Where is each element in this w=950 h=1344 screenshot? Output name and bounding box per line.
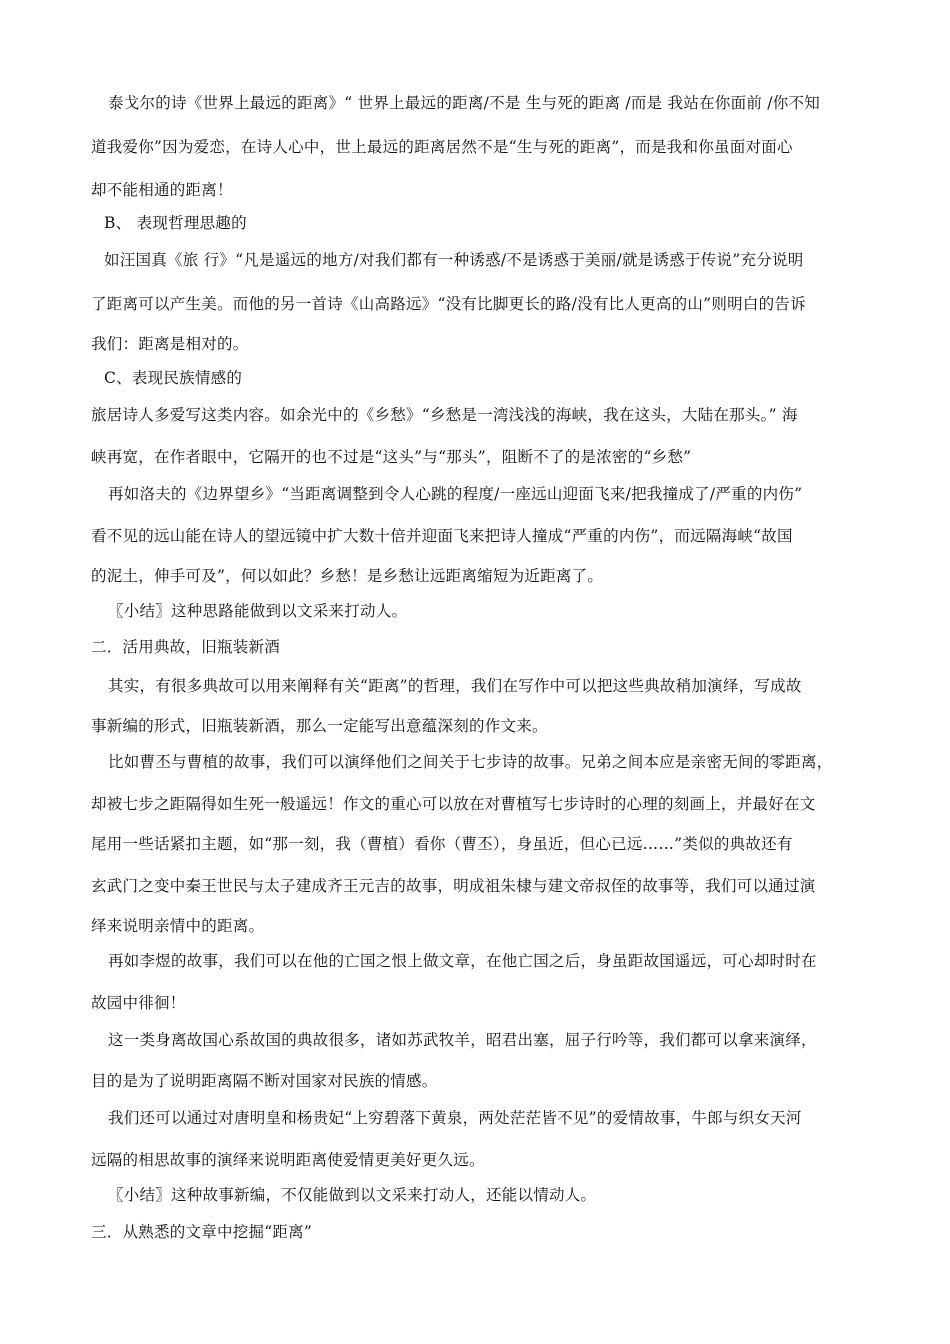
text-line: 这一类身离故国心系故国的典故很多，诸如苏武牧羊，昭君出塞，屈子行吟等，我们都可以拿来演绎， — [108, 1031, 817, 1049]
text-line: 道我爱你”因为爱恋，在诗人心中，世上最远的距离居然不是“生与死的距离”，而是我和你虽面对面心 — [91, 138, 793, 156]
text-line: 故园中徘徊！ — [91, 994, 186, 1012]
text-line: 尾用一些话紧扣主题，如“那一刻，我（曹植）看你（曹丕），身虽近，但心已远……”类似的典故还有 — [91, 835, 793, 853]
section-heading: 二．活用典故，旧瓶装新酒 — [91, 638, 281, 656]
text-line: 看不见的远山能在诗人的望远镜中扩大数十倍并迎面飞来把诗人撞成“严重的内伤”，而远隔海峡“故国 — [91, 527, 793, 545]
section-heading: 三．从熟悉的文章中挖掘“距离” — [91, 1223, 313, 1241]
text-line: 峡再宽，在作者眼中，它隔开的也不过是“这头”与“那头”，阻断不了的是浓密的“乡愁” — [91, 448, 692, 466]
text-line: 比如曹丕与曹植的故事，我们可以演绎他们之间关于七步诗的故事。兄弟之间本应是亲密无间的零距离， — [108, 753, 833, 771]
text-line: 我们还可以通过对唐明皇和杨贵妃“上穷碧落下黄泉，两处茫茫皆不见”的爱情故事，牛郎与织女天河 — [108, 1109, 802, 1127]
text-line: 目的是为了说明距离隔不断对国家对民族的情感。 — [91, 1072, 438, 1090]
text-line: 再如李煜的故事，我们可以在他的亡国之恨上做文章，在他亡国之后，身虽距故国遥远，可心却时时在 — [108, 952, 817, 970]
text-line: 绎来说明亲情中的距离。 — [91, 917, 265, 935]
text-line: 却不能相通的距离！ — [91, 181, 233, 199]
text-line: 其实，有很多典故可以用来阐释有关“距离”的哲理，我们在写作中可以把这些典故稍加演绎，写成故 — [108, 677, 802, 695]
text-line: 再如洛夫的《边界望乡》“当距离调整到令人心跳的程度/一座远山迎面飞来/把我撞成了/严重的内伤” — [108, 485, 803, 503]
text-line: 远隔的相思故事的演绎来说明距离使爱情更美好更久远。 — [91, 1151, 485, 1169]
text-line: 泰戈尔的诗《世界上最远的距离》“ 世界上最远的距离/不是 生与死的距离 /而是 我站在你面前 /你不知 — [108, 94, 820, 112]
text-line: 的泥土，伸手可及”，何以如此？乡愁！是乡愁让远距离缩短为近距离了。 — [91, 567, 604, 585]
summary-note: 〖小结〗这种故事新编，不仅能做到以文采来打动人，还能以情动人。 — [108, 1186, 597, 1204]
text-line: 却被七步之距隔得如生死一般遥远！作文的重心可以放在对曹植写七步诗时的心理的刻画上，并最好在文 — [91, 795, 816, 813]
text-line: 我们：距离是相对的。 — [91, 335, 249, 353]
section-heading: C、表现民族情感的 — [104, 369, 243, 387]
summary-note: 〖小结〗这种思路能做到以文采来打动人。 — [108, 602, 408, 620]
text-line: 事新编的形式，旧瓶装新酒，那么一定能写出意蕴深刻的作文来。 — [91, 717, 548, 735]
text-line: 旅居诗人多爱写这类内容。如余光中的《乡愁》“乡愁是一湾浅浅的海峡，我在这头，大陆在那头。” 海 — [91, 406, 798, 424]
text-line: 了距离可以产生美。而他的另一首诗《山高路远》“没有比脚更长的路/没有比人更高的山”则明白的告诉 — [91, 295, 806, 313]
section-heading: B、 表现哲理思趣的 — [104, 214, 247, 232]
text-line: 玄武门之变中秦王世民与太子建成齐王元吉的故事，明成祖朱棣与建文帝叔侄的故事等，我们可以通过演 — [91, 877, 816, 895]
text-line: 如汪国真《旅 行》“凡是遥远的地方/对我们都有一种诱惑/不是诱惑于美丽/就是诱惑于传说”充分说明 — [104, 251, 804, 269]
